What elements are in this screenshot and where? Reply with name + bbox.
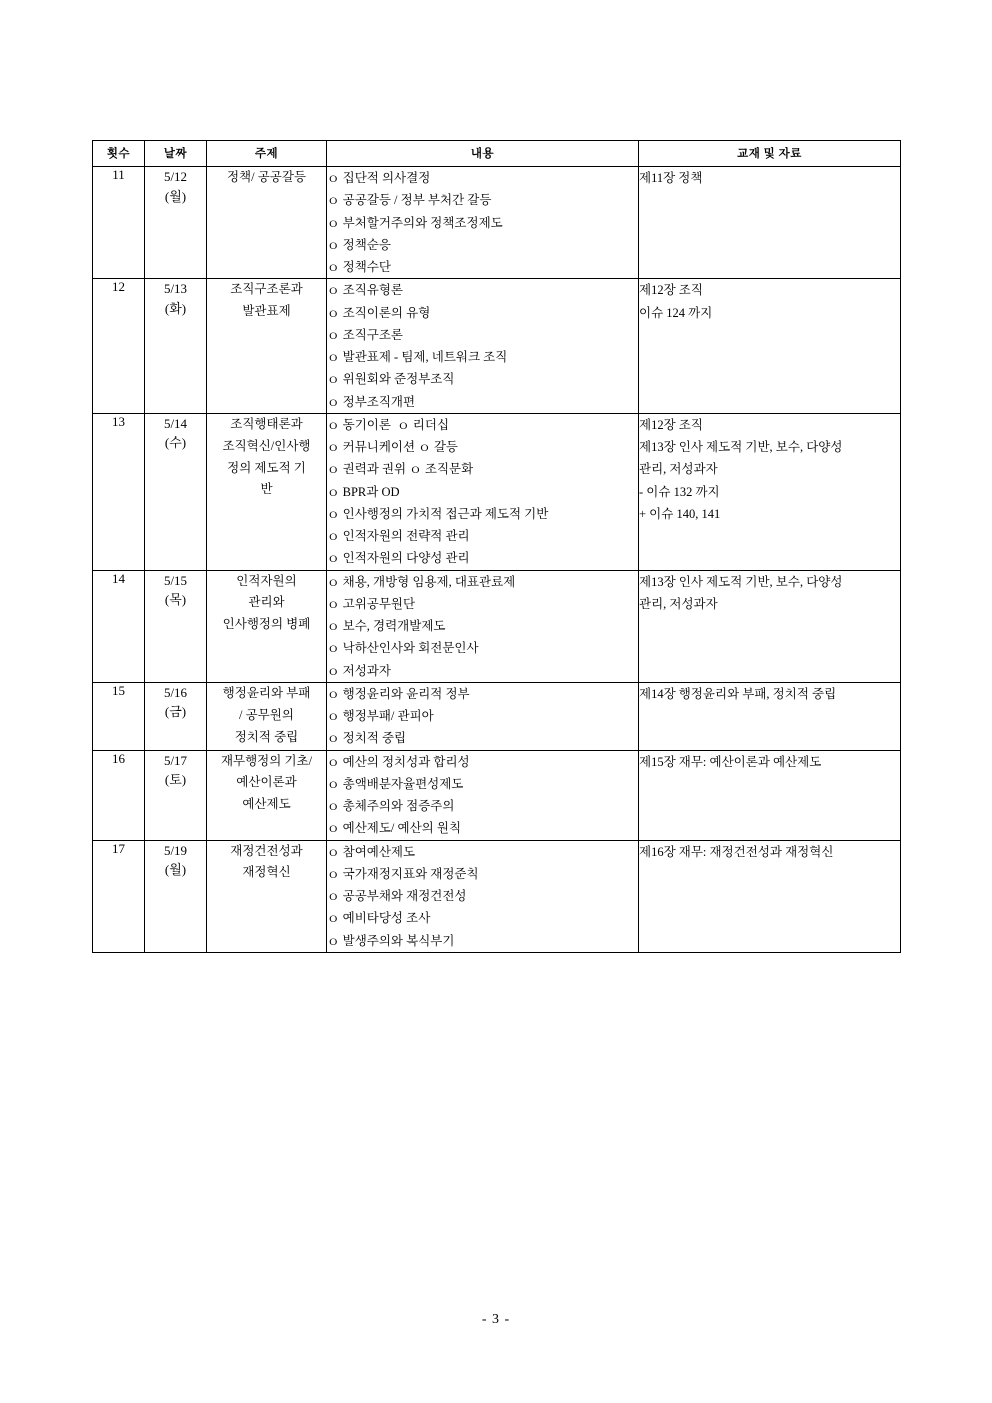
materials-line: 제13장 인사 제도적 기반, 보수, 다양성 (639, 574, 843, 589)
column-header-materials: 교재 및 자료 (639, 141, 901, 167)
content-line: ｏ 총체주의와 점증주의 (327, 799, 455, 813)
date-weekday: (화) (164, 300, 187, 316)
column-header-content: 내용 (327, 141, 639, 167)
topic-line: 예산제도 (242, 797, 291, 812)
cell-topic (207, 167, 327, 279)
content-line: ｏ 인적자원의 다양성 관리 (327, 551, 470, 566)
content-line: ｏ 정책수단 (327, 260, 391, 274)
cell-materials (639, 167, 901, 279)
cell-content (327, 279, 639, 414)
content-line: ｏ 예비타당성 조사 (327, 911, 431, 926)
content-line: ｏ 참여예산제도 (327, 844, 416, 859)
topic-line: 재정혁신 (242, 865, 291, 880)
content-line: ｏ BPR과 OD (327, 484, 400, 499)
materials-line: 제15장 재무: 예산이론과 예산제도 (639, 754, 822, 769)
date-line: 5/17 (163, 752, 188, 768)
content-line: ｏ 조직유형론 (327, 283, 404, 298)
content-line: ｏ 공공부채와 재정건전성 (327, 889, 467, 903)
cell-count: 13 (93, 413, 145, 570)
cell-materials (639, 570, 901, 682)
cell-date (145, 840, 207, 952)
cell-date (145, 750, 207, 840)
cell-date (145, 167, 207, 279)
cell-date (145, 682, 207, 750)
cell-materials (639, 750, 901, 840)
topic-line: 예산이론과 (236, 775, 297, 790)
table-header-row (93, 141, 901, 167)
content-line: ｏ 보수, 경력개발제도 (327, 619, 446, 633)
cell-topic (207, 840, 327, 952)
content-line: ｏ 조직구조론 (327, 327, 404, 342)
content-line: ｏ 부처할거주의와 정책조정제도 (327, 215, 503, 230)
cell-materials (639, 413, 901, 570)
cell-content (327, 413, 639, 570)
materials-line: + 이슈 140, 141 (639, 506, 721, 521)
table-row (93, 840, 901, 952)
materials-line: 제12장 조직 (639, 283, 703, 298)
content-line: ｏ 발관표제 - 팀제, 네트워크 조직 (327, 350, 508, 364)
topic-line: 반 (260, 482, 273, 497)
topic-line: 관리와 (248, 595, 285, 610)
topic-line: 정책/ 공공갈등 (226, 170, 307, 184)
materials-line: - 이슈 132 까지 (639, 484, 720, 499)
materials-line: 이슈 124 까지 (639, 305, 713, 320)
cell-count: 11 (93, 167, 145, 279)
materials-line: 제11장 정책 (639, 171, 703, 185)
materials-line: 제14장 행정윤리와 부패, 정치적 중립 (639, 686, 837, 701)
date-weekday: (월) (164, 862, 187, 877)
date-weekday: (금) (164, 704, 187, 720)
cell-topic (207, 682, 327, 750)
cell-count: 17 (93, 840, 145, 952)
cell-date (145, 570, 207, 682)
cell-content (327, 682, 639, 750)
content-line: ｏ 정치적 중립 (327, 731, 407, 746)
topic-line: 행정윤리와 부패 (222, 685, 311, 700)
cell-materials (639, 682, 901, 750)
content-line: ｏ 집단적 의사결정 (327, 171, 431, 185)
materials-line: 제13장 인사 제도적 기반, 보수, 다양성 (639, 440, 843, 454)
topic-line: / 공무원의 (239, 707, 294, 722)
content-line: ｏ 위원회와 준정부조직 (327, 372, 455, 387)
cell-content (327, 570, 639, 682)
materials-line: 관리, 저성과자 (639, 596, 718, 611)
content-line: ｏ 정부조직개편 (327, 394, 416, 409)
cell-content (327, 750, 639, 840)
content-line: ｏ 동기이론 ｏ 리더십 (327, 417, 450, 432)
cell-count: 12 (93, 279, 145, 414)
topic-line: 인적자원의 (236, 573, 297, 588)
date-line: 5/14 (163, 415, 188, 431)
content-line: ｏ 정책순응 (327, 237, 391, 252)
date-line: 5/15 (163, 572, 188, 588)
table-header (93, 141, 901, 167)
content-line: ｏ 예산의 정치성과 합리성 (327, 754, 470, 769)
content-line: ｏ 낙하산인사와 회전문인사 (327, 641, 479, 656)
topic-line: 정치적 중립 (234, 729, 299, 744)
cell-count: 14 (93, 570, 145, 682)
content-line: ｏ 채용, 개방형 임용제, 대표관료제 (327, 574, 516, 589)
content-line: ｏ 인사행정의 가치적 접근과 제도적 기반 (327, 506, 549, 521)
table-row (93, 167, 901, 279)
topic-line: 조직행태론과 (230, 416, 303, 431)
cell-content (327, 167, 639, 279)
date-line: 5/12 (163, 169, 188, 184)
table-row (93, 279, 901, 414)
date-weekday: (목) (164, 592, 187, 607)
date-line: 5/16 (163, 684, 188, 700)
course-schedule-table (92, 140, 901, 953)
table-row (93, 682, 901, 750)
topic-line: 정의 제도적 기 (227, 460, 306, 475)
content-line: ｏ 공공갈등 / 정부 부처간 갈등 (327, 193, 492, 208)
date-weekday: (수) (164, 435, 187, 451)
content-line: ｏ 조직이론의 유형 (327, 305, 431, 320)
date-weekday: (토) (164, 772, 187, 787)
date-weekday: (월) (164, 188, 187, 204)
content-line: ｏ 행정부패/ 관피아 (327, 709, 434, 723)
cell-topic (207, 570, 327, 682)
cell-topic (207, 413, 327, 570)
content-line: ｏ 국가재정지표와 재정준칙 (327, 866, 479, 881)
content-line: ｏ 커뮤니케이션 ｏ 갈등 (327, 440, 458, 454)
table-body (93, 167, 901, 953)
materials-line: 제12장 조직 (639, 417, 703, 432)
cell-materials (639, 840, 901, 952)
topic-line: 인사행정의 병폐 (222, 617, 311, 632)
topic-line: 재정건전성과 (230, 843, 303, 858)
cell-content (327, 840, 639, 952)
column-header-topic: 주제 (207, 141, 327, 167)
cell-count: 16 (93, 750, 145, 840)
cell-date (145, 413, 207, 570)
cell-topic (207, 279, 327, 414)
page-number: - 3 - (481, 1312, 511, 1327)
content-line: ｏ 총액배분자율편성제도 (327, 776, 464, 791)
topic-line: 조직구조론과 (230, 282, 303, 297)
topic-line: 조직혁신/인사행 (222, 438, 311, 453)
cell-date (145, 279, 207, 414)
schedule-table-container (92, 140, 900, 953)
cell-materials (639, 279, 901, 414)
cell-count: 15 (93, 682, 145, 750)
content-line: ｏ 행정윤리와 윤리적 정부 (327, 686, 470, 701)
materials-line: 관리, 저성과자 (639, 462, 718, 477)
topic-line: 재무행정의 기초/ (220, 753, 313, 768)
table-row (93, 413, 901, 570)
materials-line: 제16장 재무: 재정건전성과 재정혁신 (639, 844, 834, 859)
content-line: ｏ 저성과자 (327, 663, 391, 678)
table-row (93, 570, 901, 682)
content-line: ｏ 고위공무원단 (327, 596, 416, 611)
content-line: ｏ 인적자원의 전략적 관리 (327, 529, 470, 543)
content-line: ｏ 권력과 권위 ｏ 조직문화 (327, 462, 474, 477)
column-header-date: 날짜 (145, 141, 207, 167)
cell-topic (207, 750, 327, 840)
date-line: 5/13 (163, 281, 188, 297)
column-header-count: 횟수 (93, 141, 145, 167)
content-line: ｏ 발생주의와 복식부기 (327, 933, 455, 948)
table-row (93, 750, 901, 840)
date-line: 5/19 (163, 842, 188, 858)
content-line: ｏ 예산제도/ 예산의 원칙 (327, 821, 462, 836)
topic-line: 발관표제 (242, 304, 291, 319)
